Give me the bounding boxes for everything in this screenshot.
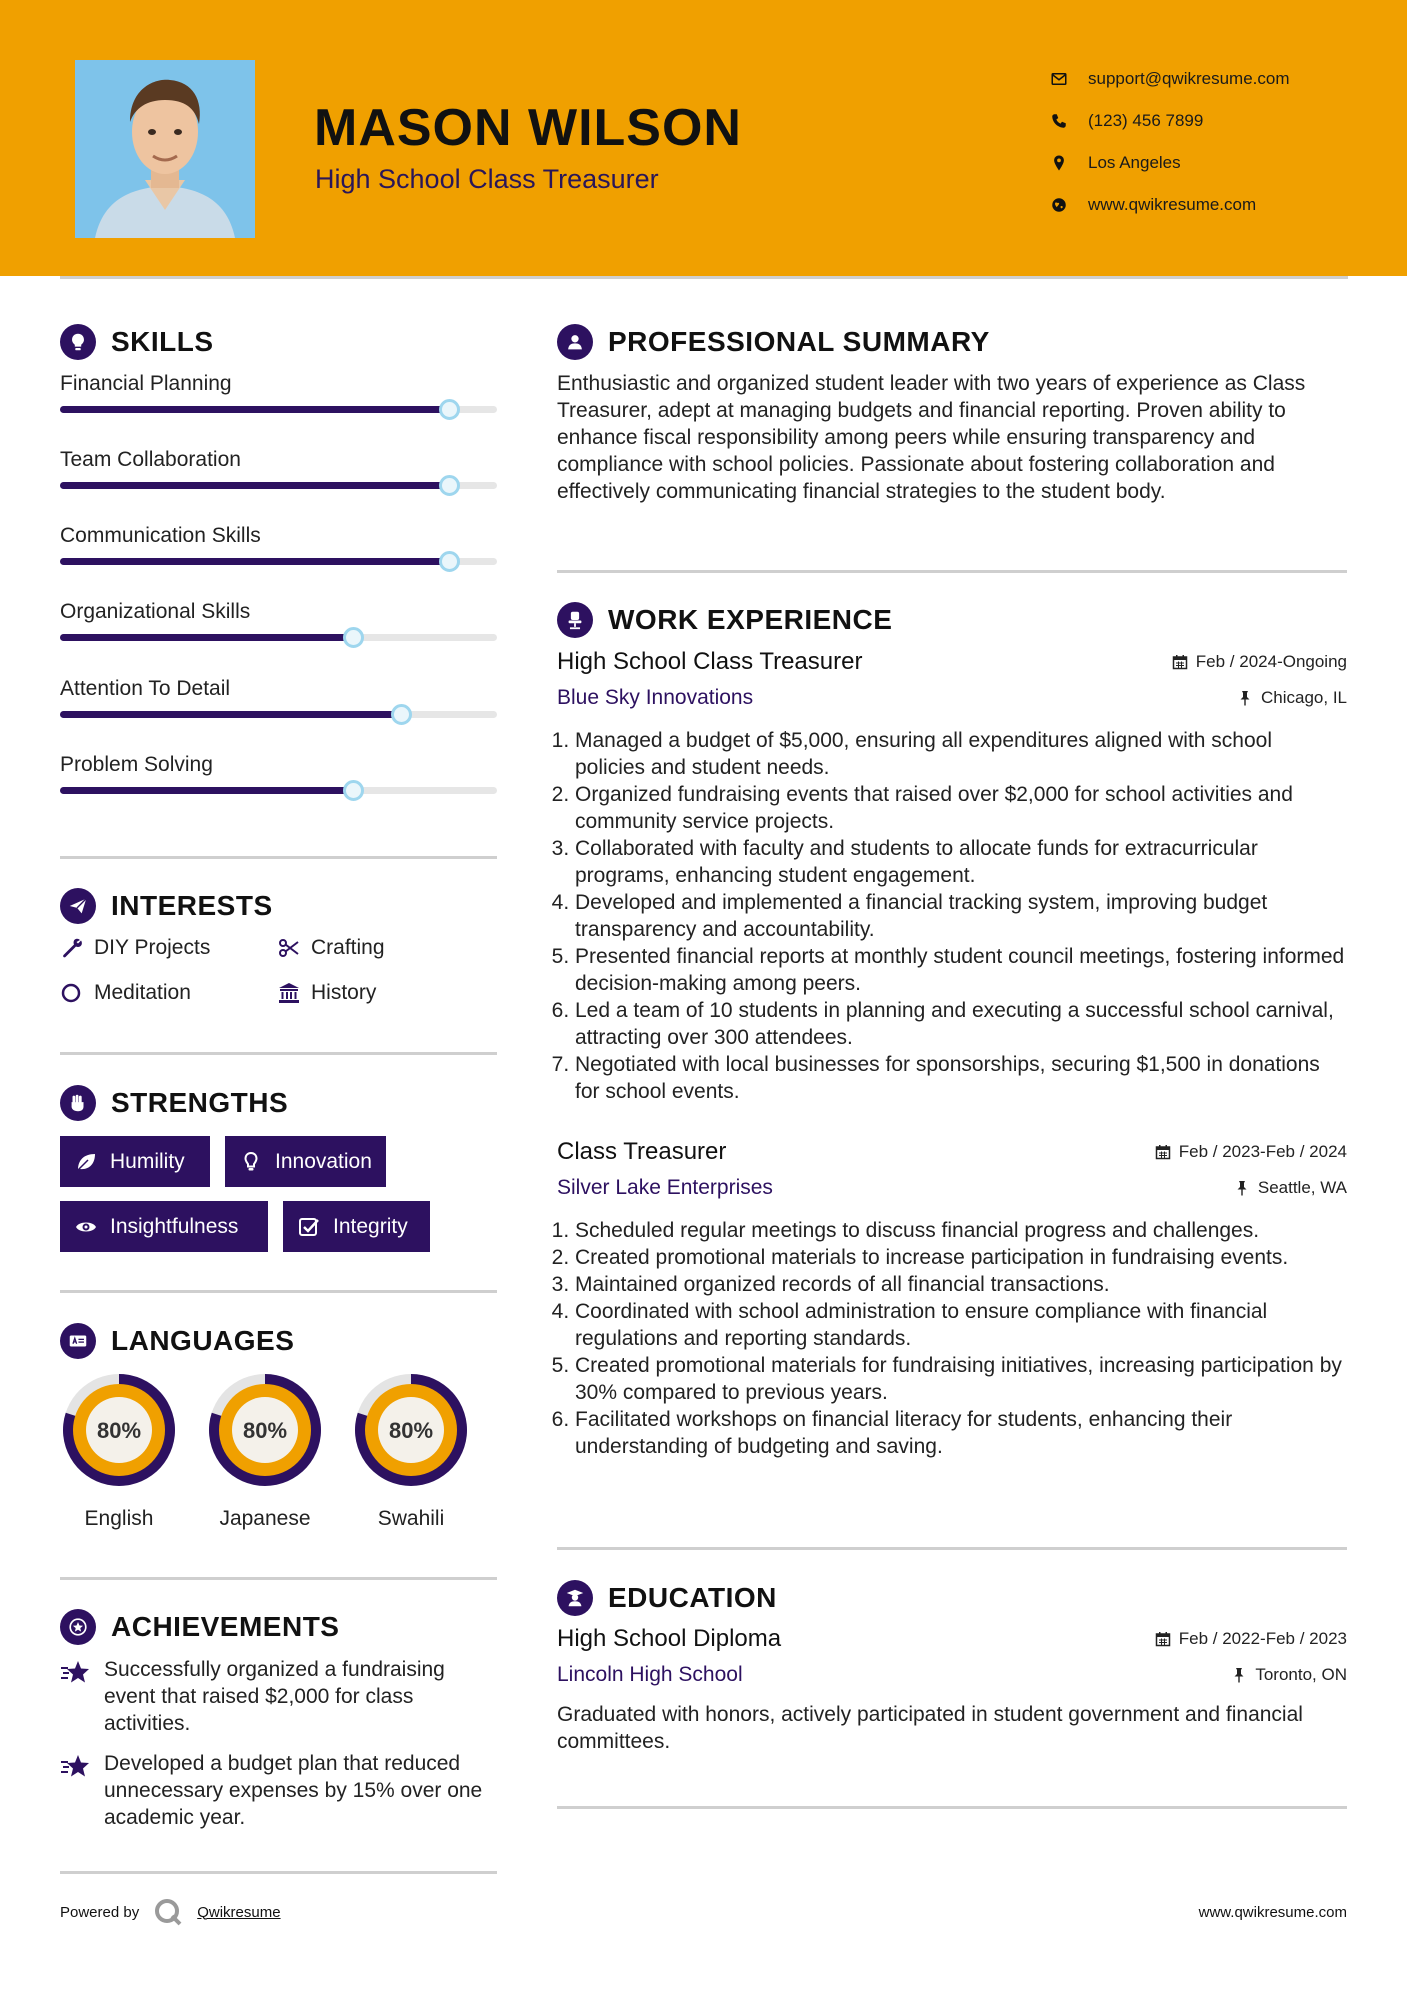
interests-title: INTERESTS xyxy=(111,890,273,921)
achievement-text: Developed a budget plan that reduced unnecessary expenses by 15% over one academic year. xyxy=(104,1752,483,1829)
skill-bar-fill xyxy=(60,787,353,794)
job-company: Blue Sky Innovations xyxy=(557,686,754,709)
strength-tag xyxy=(60,1136,210,1187)
job-bullet: 2. Created promotional materials to increase participation in fundraising events. xyxy=(575,1244,1347,1271)
strength-tag xyxy=(60,1201,268,1252)
job-bullet: 1. Scheduled regular meetings to discuss financial progress and challenges. xyxy=(575,1217,1347,1244)
header-divider xyxy=(60,276,1348,279)
experience-divider xyxy=(557,1547,1347,1550)
phone-text: (123) 456 7899 xyxy=(1088,111,1204,130)
website-text: www.qwikresume.com xyxy=(1088,195,1257,214)
paper-plane-icon xyxy=(60,888,96,924)
strengths-heading xyxy=(60,1085,288,1121)
graduate-icon xyxy=(557,1580,593,1616)
skill-item xyxy=(60,753,497,777)
contact-phone[interactable] xyxy=(1050,100,1390,142)
skill-item xyxy=(60,372,497,396)
language-percent: 80% xyxy=(96,1418,142,1443)
pushpin-icon xyxy=(1231,1667,1247,1683)
skill-item xyxy=(60,448,497,472)
education-location xyxy=(1231,1665,1347,1685)
language-percent: 80% xyxy=(242,1418,288,1443)
education-heading xyxy=(557,1580,777,1616)
achievement-text: Successfully organized a fundraising event that raised $2,000 for class activities. xyxy=(104,1658,445,1735)
office-chair-icon xyxy=(557,602,593,638)
interest-item xyxy=(277,936,385,960)
phone-icon xyxy=(1050,112,1068,130)
job-date-text: Feb / 2023-Feb / 2024 xyxy=(1178,1142,1347,1161)
summary-title: PROFESSIONAL SUMMARY xyxy=(608,326,990,357)
skill-level-knob xyxy=(343,627,364,648)
language-item xyxy=(349,1368,473,1531)
job-bullets xyxy=(575,1217,1347,1460)
contact-website[interactable] xyxy=(1050,184,1390,226)
pushpin-icon xyxy=(1234,1180,1250,1196)
lightbulb-icon xyxy=(60,324,96,360)
job-bullet: 6. Facilitated workshops on financial literacy for students, enhancing their understanding of budgeting and saving. xyxy=(575,1406,1347,1460)
school-name: Lincoln High School xyxy=(557,1663,743,1686)
summary-text: Enthusiastic and organized student leader with two years of experience as Class Treasurer, adept at managing budgets and financial reporting. Proven ability to enhance fiscal responsibility among peers while ensuring transparency and compliance with school policies. Passionate about fostering collaboration and effectively communicating financial strategies to the student body. xyxy=(557,372,1306,503)
achievement-item xyxy=(60,1750,500,1831)
skill-bar-fill xyxy=(60,634,353,641)
job-date xyxy=(1155,1142,1347,1162)
achievements-title: ACHIEVEMENTS xyxy=(111,1611,340,1642)
language-name: English xyxy=(84,1507,154,1530)
job-bullet: 1. Managed a budget of $5,000, ensuring all expenditures aligned with school policies and student needs. xyxy=(575,727,1347,781)
achievement-item xyxy=(60,1656,500,1737)
skill-bar-track xyxy=(60,711,497,718)
job-bullet: 4. Coordinated with school administration to ensure compliance with financial regulations and reporting standards. xyxy=(575,1298,1347,1352)
job-company: Silver Lake Enterprises xyxy=(557,1176,773,1199)
job-date-text: Feb / 2024-Ongoing xyxy=(1195,652,1347,671)
skill-bar-track xyxy=(60,558,497,565)
education-title: EDUCATION xyxy=(608,1582,777,1613)
interest-item xyxy=(277,981,376,1005)
calendar-icon xyxy=(1155,1144,1171,1160)
summary-heading xyxy=(557,324,990,360)
eye-icon xyxy=(74,1215,98,1239)
skill-level-knob xyxy=(439,399,460,420)
interest-label: DIY Projects xyxy=(94,936,211,959)
skill-item xyxy=(60,677,497,701)
languages-heading xyxy=(60,1323,294,1359)
skill-name: Team Collaboration xyxy=(60,448,241,471)
skill-bar-fill xyxy=(60,406,449,413)
language-icon xyxy=(60,1323,96,1359)
contact-block xyxy=(1050,58,1390,226)
location-text: Los Angeles xyxy=(1088,153,1181,172)
strength-label: Humility xyxy=(110,1149,185,1173)
strength-label: Integrity xyxy=(333,1214,408,1238)
footer-website[interactable]: www.qwikresume.com xyxy=(1198,1904,1347,1921)
interest-label: Crafting xyxy=(311,936,385,959)
resume-header xyxy=(0,0,1407,276)
skill-name: Attention To Detail xyxy=(60,677,231,700)
skill-name: Organizational Skills xyxy=(60,600,251,623)
experience-title: WORK EXPERIENCE xyxy=(608,604,893,635)
candidate-name: MASON WILSON xyxy=(314,99,742,157)
strength-label: Innovation xyxy=(275,1149,372,1173)
language-percent: 80% xyxy=(388,1418,434,1443)
skills-heading xyxy=(60,324,214,360)
education-location-text: Toronto, ON xyxy=(1255,1665,1347,1684)
bank-icon xyxy=(277,981,301,1005)
job-bullet: 7. Negotiated with local businesses for sponsorships, securing $1,500 in donations for school events. xyxy=(575,1051,1347,1105)
skill-bar-fill xyxy=(60,558,449,565)
skill-bar-track xyxy=(60,634,497,641)
skill-bar-fill xyxy=(60,482,449,489)
skill-bar-track xyxy=(60,406,497,413)
candidate-title: High School Class Treasurer xyxy=(315,164,659,194)
language-ring xyxy=(349,1368,473,1492)
job-location xyxy=(1237,688,1347,708)
job-title: High School Class Treasurer xyxy=(557,648,863,675)
job-bullet: 5. Presented financial reports at monthly student council meetings, fostering informed decision-making among peers. xyxy=(575,943,1347,997)
education-divider xyxy=(557,1806,1347,1809)
strength-label: Insightfulness xyxy=(110,1214,239,1238)
skill-level-knob xyxy=(343,780,364,801)
language-name: Japanese xyxy=(219,1507,311,1530)
contact-location xyxy=(1050,142,1390,184)
raised-fist-icon xyxy=(60,1085,96,1121)
strength-tag xyxy=(283,1201,430,1252)
language-item xyxy=(203,1368,327,1531)
job-title: Class Treasurer xyxy=(557,1138,727,1165)
interests-heading xyxy=(60,888,273,924)
experience-heading xyxy=(557,602,892,638)
job-location-text: Chicago, IL xyxy=(1261,688,1347,707)
job-date xyxy=(1172,652,1347,672)
language-ring xyxy=(57,1368,181,1492)
job-bullets xyxy=(575,727,1347,1105)
interest-label: Meditation xyxy=(94,981,191,1004)
education-description: Graduated with honors, actively participated in student government and financial committees. xyxy=(557,1703,1303,1753)
scissors-icon xyxy=(277,936,301,960)
checkbox-icon xyxy=(297,1215,321,1239)
interest-item xyxy=(60,981,191,1005)
job-location-text: Seattle, WA xyxy=(1257,1178,1347,1197)
lightbulb-icon xyxy=(239,1150,263,1174)
achievements-heading xyxy=(60,1609,339,1645)
languages-title: LANGUAGES xyxy=(111,1325,295,1356)
summary-divider xyxy=(557,570,1347,573)
education-date-text: Feb / 2022-Feb / 2023 xyxy=(1178,1629,1347,1648)
skills-title: SKILLS xyxy=(111,326,214,357)
leaf-icon xyxy=(74,1150,98,1174)
achievements-divider xyxy=(60,1871,497,1874)
skill-level-knob xyxy=(439,551,460,572)
language-item xyxy=(57,1368,181,1531)
email-text: support@qwikresume.com xyxy=(1088,69,1290,88)
skill-bar-track xyxy=(60,482,497,489)
job-entry xyxy=(557,648,1347,1105)
strength-tag xyxy=(225,1136,386,1187)
skill-name: Financial Planning xyxy=(60,372,232,395)
job-location xyxy=(1234,1178,1347,1198)
job-bullet: 6. Led a team of 10 students in planning and executing a successful school carnival, attracting over 300 attendees. xyxy=(575,997,1347,1051)
skill-level-knob xyxy=(439,475,460,496)
star-icon xyxy=(60,1658,92,1686)
star-badge-icon xyxy=(60,1609,96,1645)
job-bullet: 5. Created promotional materials for fundraising initiatives, increasing participation by 30% compared to previous years. xyxy=(575,1352,1347,1406)
qwikresume-logo-icon xyxy=(153,1897,183,1927)
interest-item xyxy=(60,936,210,960)
globe-icon xyxy=(1050,196,1068,214)
skill-bar-fill xyxy=(60,711,401,718)
languages-divider xyxy=(60,1577,497,1580)
calendar-icon xyxy=(1155,1631,1171,1647)
user-icon xyxy=(557,324,593,360)
education-entry xyxy=(557,1625,1347,1755)
contact-email[interactable] xyxy=(1050,58,1390,100)
education-date xyxy=(1155,1629,1347,1649)
job-bullet: 4. Developed and implemented a financial tracking system, improving budget transparency and accountability. xyxy=(575,889,1347,943)
footer-powered-by xyxy=(60,1897,281,1927)
calendar-icon xyxy=(1172,654,1188,670)
skill-item xyxy=(60,524,497,548)
strengths-divider xyxy=(60,1290,497,1293)
degree-title: High School Diploma xyxy=(557,1625,782,1652)
skill-level-knob xyxy=(391,704,412,725)
language-ring xyxy=(203,1368,327,1492)
job-entry xyxy=(557,1138,1347,1460)
skill-name: Communication Skills xyxy=(60,524,261,547)
interests-divider xyxy=(60,1052,497,1055)
wrench-icon xyxy=(60,936,84,960)
skill-item xyxy=(60,600,497,624)
job-bullet: 2. Organized fundraising events that raised over $2,000 for school activities and community service projects. xyxy=(575,781,1347,835)
skill-bar-track xyxy=(60,787,497,794)
powered-by-text: Powered by xyxy=(60,1903,140,1921)
pushpin-icon xyxy=(1237,690,1253,706)
job-bullet: 3. Maintained organized records of all financial transactions. xyxy=(575,1271,1347,1298)
star-icon xyxy=(60,1752,92,1780)
brand-link[interactable]: Qwikresume xyxy=(197,1903,281,1921)
skill-name: Problem Solving xyxy=(60,753,213,776)
circle-icon xyxy=(60,981,84,1005)
language-name: Swahili xyxy=(377,1507,445,1530)
envelope-icon xyxy=(1050,70,1068,88)
interest-label: History xyxy=(311,981,377,1004)
map-pin-icon xyxy=(1050,154,1068,172)
strengths-title: STRENGTHS xyxy=(111,1087,289,1118)
profile-photo xyxy=(75,60,255,238)
job-bullet: 3. Collaborated with faculty and students to allocate funds for extracurricular programs, enhancing student engagement. xyxy=(575,835,1347,889)
skills-divider xyxy=(60,856,497,859)
